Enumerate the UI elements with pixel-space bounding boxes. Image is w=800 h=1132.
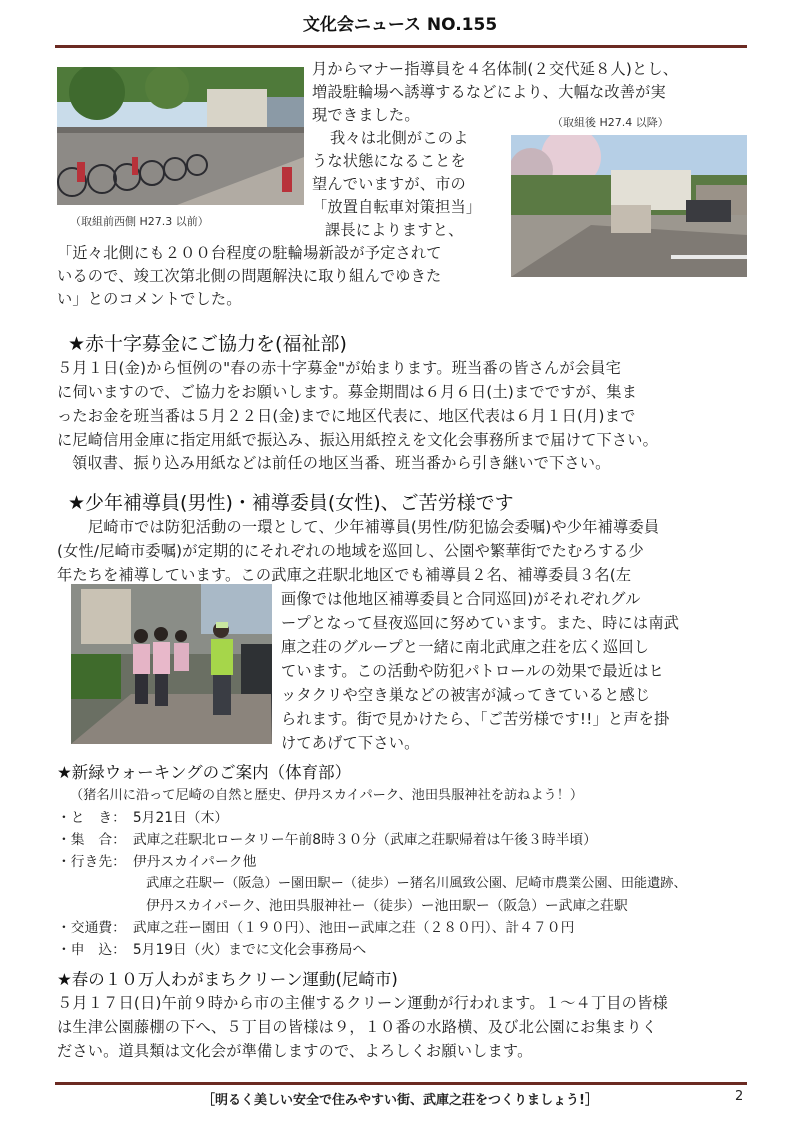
caption-after: （取組後 H27.4 以降） (552, 116, 669, 129)
text-line: 庫之荘のグループと一緒に南北武庫之荘を広く巡回し (281, 638, 650, 656)
text-line: ださい。道具類は文化会が準備しますので、よろしくお願いします。 (57, 1042, 533, 1060)
text-line: 伊丹スカイパーク、池田呉服神社ー（徒歩）ー池田駅ー（阪急）ー武庫之荘駅 (146, 898, 628, 914)
footer-slogan: ［明るく美しい安全で住みやすい街、武庫之荘をつくりましょう!］ (202, 1093, 598, 1108)
text-line: 領収書、振り込み用紙などは前任の地区当番、班当番から引き継いで下さい。 (72, 454, 611, 472)
text-line: 年たちを補導しています。この武庫之荘駅北地区でも補導員２名、補導委員３名(左 (57, 566, 632, 584)
text-line: ッタクリや空き巣などの被害が減ってきていると感じ (281, 686, 651, 704)
cleanup-heading: ★春の１０万人わがまちクリーン運動(尼崎市) (57, 970, 398, 989)
text-line: ープとなって昼夜巡回に努めています。また、時には南武 (281, 614, 680, 632)
text-line: 武庫之荘駅ー（阪急）ー園田駅ー（徒歩）ー猪名川風致公園、尼崎市農業公園、田能遺跡、 (146, 876, 687, 891)
text-line: に伺いますので、ご協力をお願いします。募金期間は６月６日(土)までですが、集ま (57, 383, 638, 401)
text-line: ５月１日(金)から恒例の"春の赤十字募金"が始まります。班当番の皆さんが会員宅 (57, 359, 621, 377)
text-line: られます。街で見かけたら、「ご苦労様です!!」と声を掛 (281, 710, 670, 728)
text-line: ・と き： 5月21日（木） (57, 810, 229, 826)
walking-subtitle: （猪名川に沿って尼崎の自然と歴史、伊丹スカイパーク、池田呉服神社を訪ねよう！） (70, 788, 584, 803)
photo-bicycles-before (57, 67, 304, 205)
text-line: 「近々北側にも２００台程度の駐輪場新設が予定されて (57, 244, 442, 262)
text-line: 現できました。 (312, 106, 420, 124)
youth-heading: ★少年補導員(男性)・補導委員(女性)、ご苦労様です (68, 492, 514, 514)
text-line: 尼崎市では防犯活動の一環として、少年補導員(男性/防犯協会委嘱)や少年補導委員 (88, 518, 660, 536)
page-title: 文化会ニュース NO.155 (302, 15, 498, 35)
text-line: ったお金を班当番は５月２２日(金)までに地区代表に、地区代表は６月１日(月)まで (57, 407, 636, 425)
photo-bicycles-after (511, 135, 747, 277)
text-line: ５月１７日(日)午前９時から市の主催するクリーン運動が行われます。１～４丁目の皆様 (57, 994, 668, 1012)
text-line: (女性/尼崎市委嘱)が定期的にそれぞれの地域を巡回し、公園や繁華街でたむろする少 (57, 542, 644, 560)
photo-patrol (71, 584, 272, 744)
text-line: 増設駐輪場へ誘導するなどにより、大幅な改善が実 (312, 83, 666, 101)
text-line: いるので、竣工次第北側の問題解決に取り組んでゆきた (57, 267, 442, 285)
text-line: は生津公園藤棚の下へ、５丁目の皆様は９，１０番の水路横、及び北公園にお集まりく (57, 1018, 658, 1036)
caption-before: （取組前西側 H27.3 以前） (70, 215, 209, 228)
text-line: ・交通費： 武庫之荘ー園田（１９０円）、池田ー武庫之荘（２８０円）、計４７０円 (57, 920, 575, 936)
text-line: い」とのコメントでした。 (57, 290, 242, 308)
text-line: ・申 込： 5月19日（火）までに文化会事務局へ (57, 942, 367, 958)
text-line: ・行き先： 伊丹スカイパーク他 (57, 854, 257, 870)
footer-rule (55, 1082, 747, 1085)
text-line: 課長によりますと、 (325, 221, 464, 239)
text-line: 「放置自転車対策担当」 (312, 198, 482, 216)
text-line: けてあげて下さい。 (281, 734, 420, 752)
page-number: 2 (735, 1089, 744, 1104)
header-rule (55, 45, 747, 48)
text-line: ・集 合： 武庫之荘駅北ロータリー午前8時３０分（武庫之荘駅帰着は午後３時半頃） (57, 832, 597, 848)
text-line: ています。この活動や防犯パトロールの効果で最近はヒ (281, 662, 664, 680)
text-line: 画像では他地区補導委員と合同巡回)がそれぞれグル (281, 590, 641, 608)
text-line: に尼崎信用金庫に指定用紙で振込み、振込用紙控えを文化会事務所まで届けて下さい。 (57, 431, 659, 449)
text-line: 月からマナー指導員を４名体制(２交代延８人)とし、 (312, 60, 679, 78)
text-line: 我々は北側がこのよ (330, 129, 469, 147)
text-line: 望んでいますが、市の (312, 175, 466, 193)
text-line: うな状態になることを (312, 152, 466, 170)
walking-heading: ★新緑ウォーキングのご案内（体育部） (57, 763, 352, 782)
red-cross-heading: ★赤十字募金にご協力を(福祉部) (68, 333, 347, 355)
